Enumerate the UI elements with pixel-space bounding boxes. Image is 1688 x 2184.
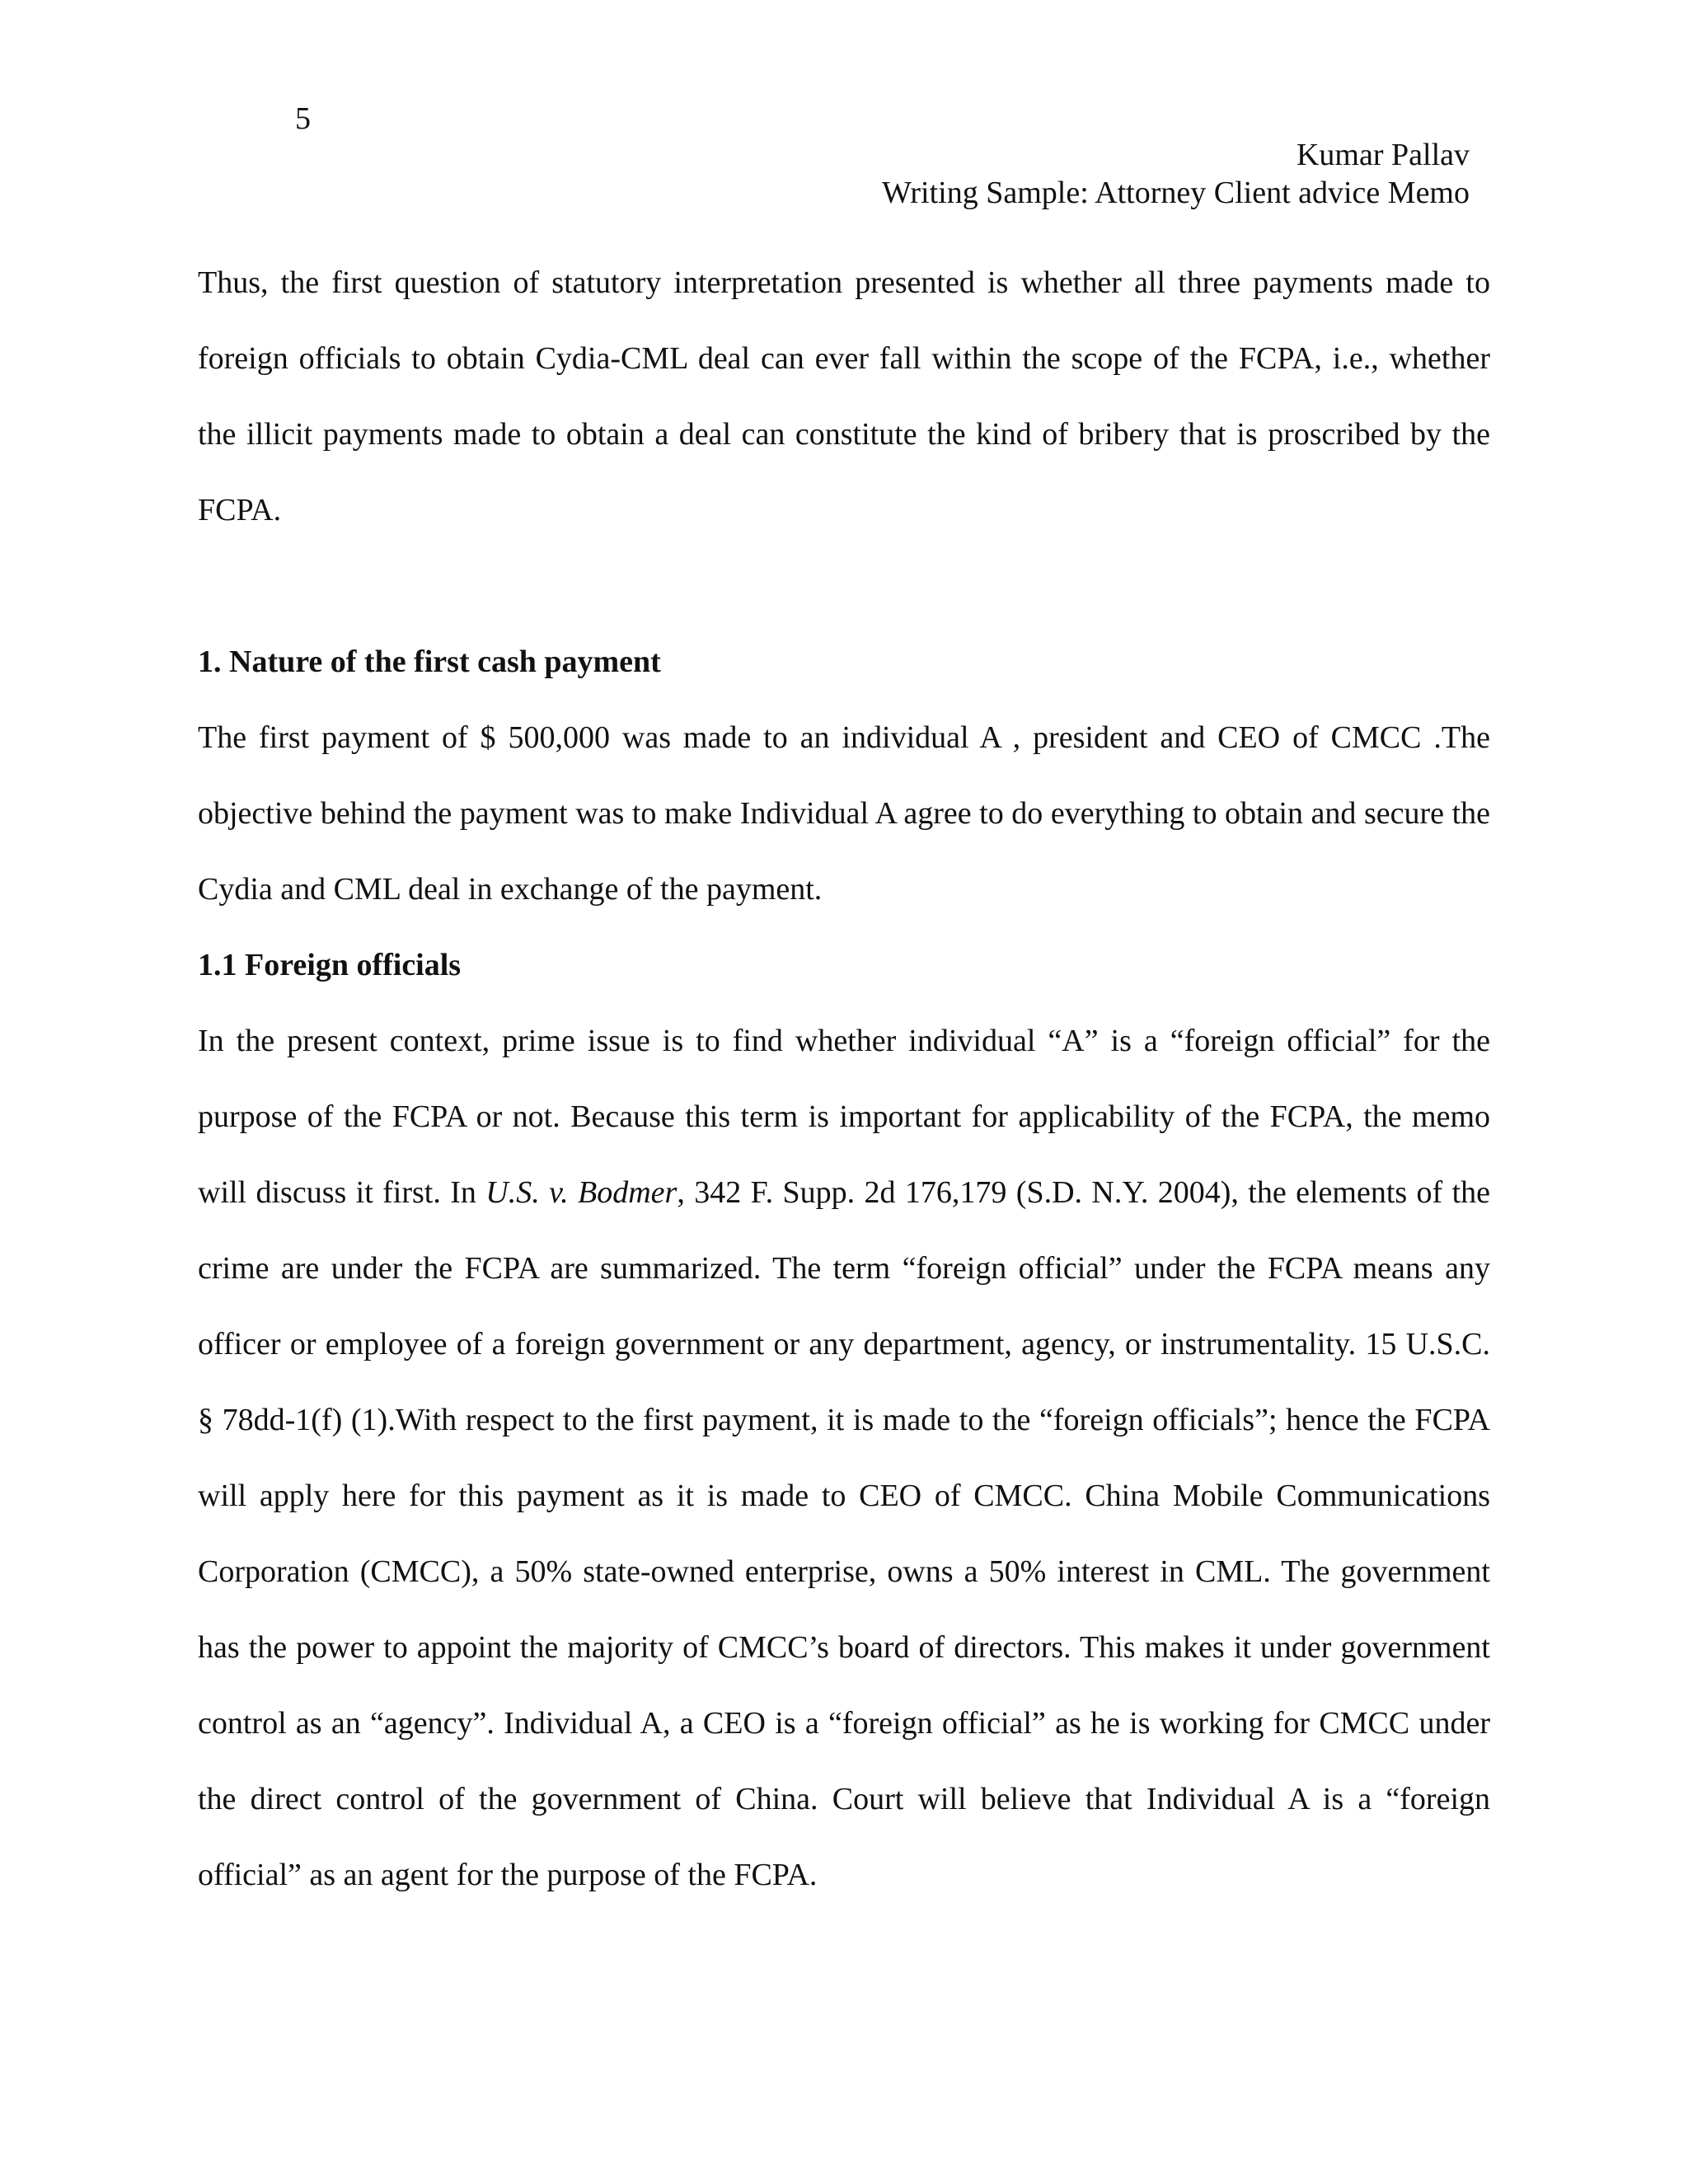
section-1-1-heading: 1.1 Foreign officials (198, 948, 462, 982)
page-number: 5 (295, 101, 311, 136)
paragraph-text-after-case: , 342 F. Supp. 2d 176,179 (S.D. N.Y. 2004), the elements of the crime are under the FCPA are summarized. The term “foreign official” under the FCPA means any officer or employee of a foreign government or any department, agency, or instrumentality. 15 U.S.C. § 78dd-1(f) (1).With respect to the first payment, it is made to the “foreign officials”; hence the FCPA will apply here for this payment as it is made to CEO of CMCC. China Mobile Communications Corporation (CMCC), a 50% state-owned enterprise, owns a 50% interest in CML. The government has the power to appoint the majority of CMCC’s board of directors. This makes it under government control as an “agency”. Individual A, a CEO is a “foreign official” as he is working for CMCC under the direct control of the government of China. Court will believe that Individual A is a “foreign official” as an agent for the purpose of the FCPA. (198, 1175, 1490, 1892)
intro-paragraph: Thus, the first question of statutory interpretation presented is whether all three payments made to foreign officials to obtain Cydia-CML deal can ever fall within the scope of the FCPA, i.e., whether the illicit payments made to obtain a deal can constitute the kind of bribery that is proscribed by the FCPA. (198, 265, 1490, 527)
author-name: Kumar Pallav (1296, 138, 1470, 172)
document-header (882, 136, 1470, 212)
section-spacer (198, 548, 1490, 624)
paragraph-text-before-case: In the present context, prime issue is to find whether individual “A” is a “foreign official” for the purpose of the FCPA or not. Because this term is important for applicability of the FCPA, the memo will discuss it first. In (198, 1024, 1490, 1210)
section-1-paragraph: The first payment of $ 500,000 was made to an individual A , president and CEO of CMCC .The objective behind the payment was to make Individual A agree to do everything to obtain and secure the Cydia and CML deal in exchange of the payment. (198, 720, 1490, 907)
case-citation-name: U.S. v. Bodmer (485, 1175, 678, 1210)
section-1-heading: 1. Nature of the first cash payment (198, 644, 661, 679)
section-1-1-paragraph (198, 1003, 1490, 1913)
document-subtitle: Writing Sample: Attorney Client advice Memo (882, 176, 1470, 210)
document-body (198, 245, 1490, 1913)
